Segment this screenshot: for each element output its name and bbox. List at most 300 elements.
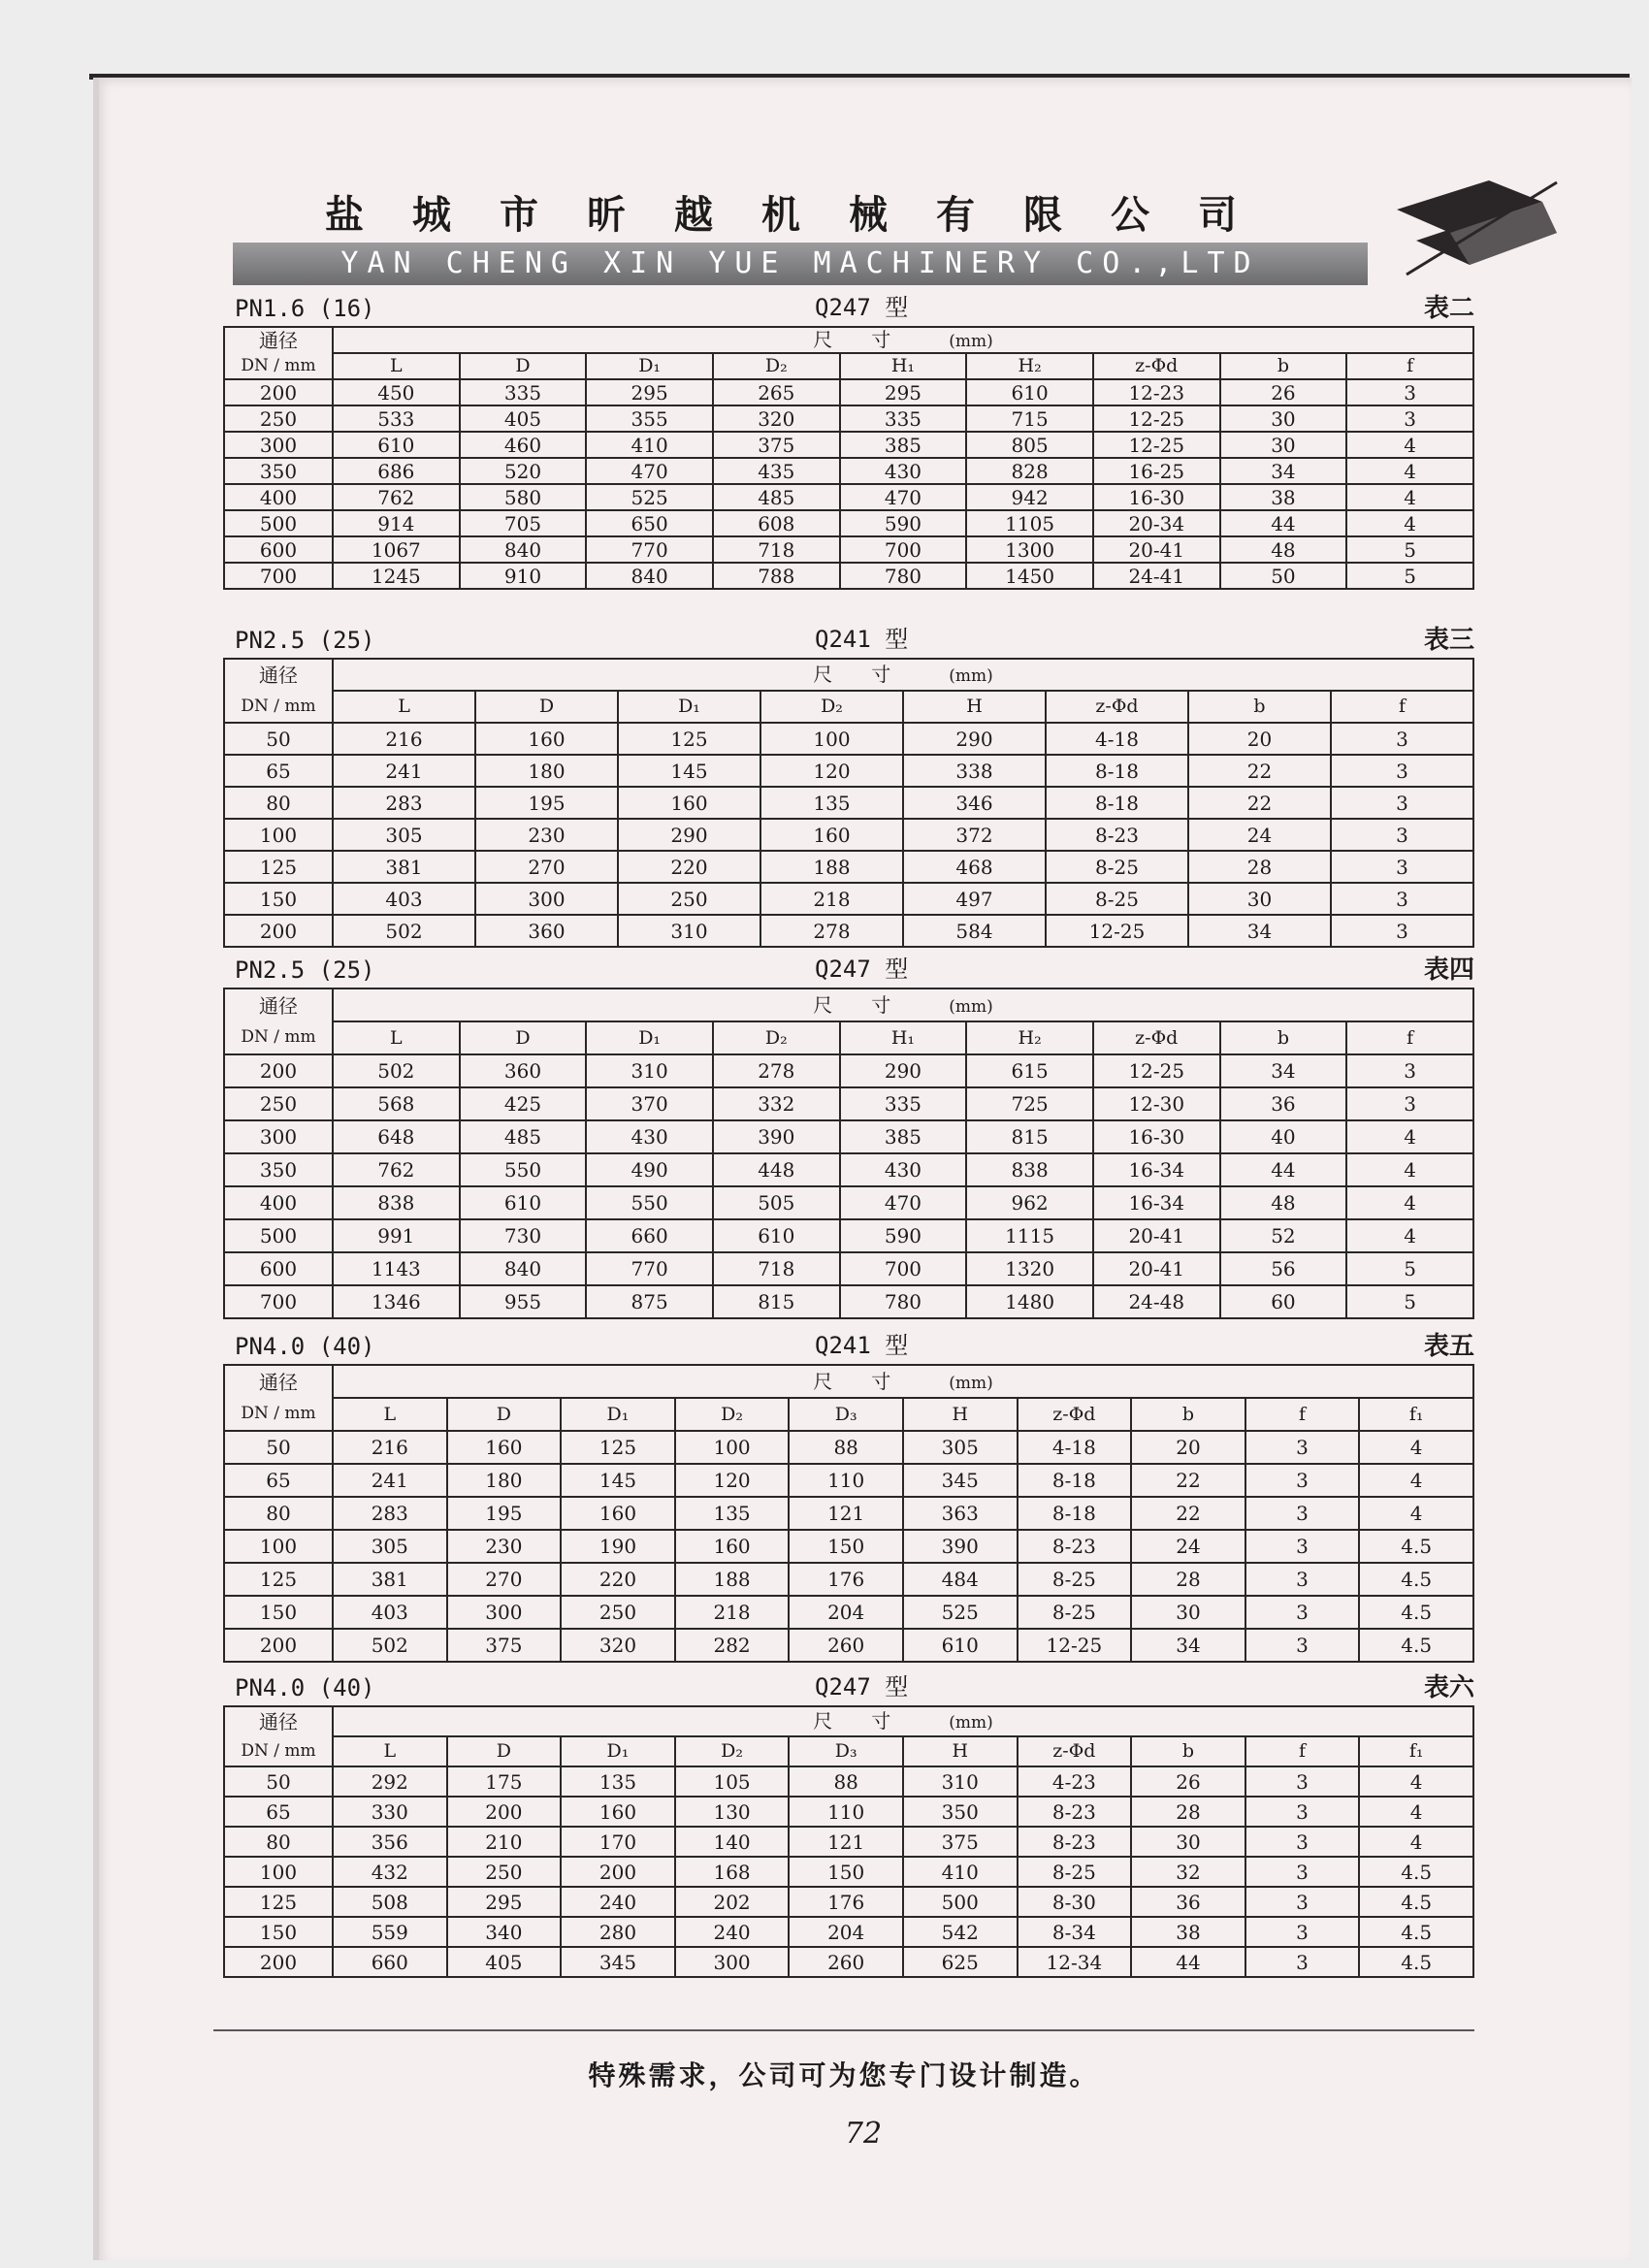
table-cell: 4 xyxy=(1346,1120,1473,1153)
table-cell: 660 xyxy=(333,1947,447,1977)
table-section-5 xyxy=(223,1325,1474,1663)
table-cell: 4.5 xyxy=(1359,1887,1473,1917)
table-cell: 914 xyxy=(333,510,460,536)
company-name-bar xyxy=(233,243,1368,285)
dn-cell: 50 xyxy=(224,723,333,755)
table-cell: 38 xyxy=(1131,1917,1245,1947)
table-cell: 188 xyxy=(675,1563,790,1596)
table-cell: 508 xyxy=(333,1887,447,1917)
dn-cell: 200 xyxy=(224,1629,333,1662)
table-row xyxy=(224,755,1473,787)
table-cell: 292 xyxy=(333,1766,447,1797)
table-header-row xyxy=(223,1667,1474,1705)
table-cell: 8-25 xyxy=(1018,1596,1132,1629)
table-cell: 278 xyxy=(713,1054,840,1087)
column-header: L xyxy=(333,1736,447,1766)
column-header: D₁ xyxy=(561,1736,675,1766)
dimension-group-header xyxy=(333,1365,1473,1398)
table-cell: 4.5 xyxy=(1359,1917,1473,1947)
table-cell: 4.5 xyxy=(1359,1629,1473,1662)
table-cell: 425 xyxy=(460,1087,587,1120)
table-cell: 100 xyxy=(760,723,903,755)
table-cell: 840 xyxy=(460,1252,587,1285)
table-cell: 345 xyxy=(903,1464,1018,1497)
table-cell: 3 xyxy=(1245,1887,1360,1917)
table-cell: 625 xyxy=(903,1947,1018,1977)
table-cell: 3 xyxy=(1245,1766,1360,1797)
table-cell: 484 xyxy=(903,1563,1018,1596)
column-header: D₂ xyxy=(713,1021,840,1054)
table-cell: 3 xyxy=(1331,723,1473,755)
table-cell: 300 xyxy=(447,1596,562,1629)
table-cell: 20-34 xyxy=(1093,510,1220,536)
column-header: H xyxy=(903,691,1046,723)
table-cell: 4 xyxy=(1346,1186,1473,1219)
column-header: f xyxy=(1346,1021,1473,1054)
column-header: D xyxy=(447,1398,562,1431)
table-cell: 180 xyxy=(447,1464,562,1497)
table-cell: 533 xyxy=(333,405,460,432)
table-cell: 8-25 xyxy=(1018,1563,1132,1596)
table-cell: 715 xyxy=(966,405,1093,432)
table-cell: 1115 xyxy=(966,1219,1093,1252)
table-cell: 502 xyxy=(333,915,475,947)
table-cell: 3 xyxy=(1245,1629,1360,1662)
table-cell: 16-30 xyxy=(1093,1120,1220,1153)
dn-cell: 80 xyxy=(224,1827,333,1857)
table-cell: 218 xyxy=(675,1596,790,1629)
table-row xyxy=(224,915,1473,947)
dimension-unit: (mm) xyxy=(949,1713,993,1733)
table-cell: 88 xyxy=(789,1431,903,1464)
spec-table xyxy=(223,1705,1474,1978)
table-cell: 3 xyxy=(1245,1497,1360,1530)
dn-cell: 500 xyxy=(224,510,333,536)
table-cell: 260 xyxy=(789,1947,903,1977)
table-cell: 310 xyxy=(618,915,760,947)
table-cell: 216 xyxy=(333,723,475,755)
table-cell: 22 xyxy=(1188,787,1331,819)
dimension-label: 尺 寸 xyxy=(813,663,891,686)
table-cell: 310 xyxy=(586,1054,713,1087)
table-cell: 218 xyxy=(760,883,903,915)
dn-cell: 80 xyxy=(224,787,333,819)
table-head-row xyxy=(224,1706,1473,1736)
table-cell: 270 xyxy=(447,1563,562,1596)
dn-cell: 700 xyxy=(224,563,333,589)
dn-cell: 125 xyxy=(224,851,333,883)
table-cell: 3 xyxy=(1331,851,1473,883)
table-cell: 1480 xyxy=(966,1285,1093,1318)
dimension-unit: (mm) xyxy=(949,1373,993,1393)
column-header: L xyxy=(333,1398,447,1431)
table-cell: 355 xyxy=(586,405,713,432)
table-cell: 615 xyxy=(966,1054,1093,1087)
table-cell: 30 xyxy=(1220,432,1347,458)
valve-model: Q241 型 xyxy=(815,626,909,653)
table-cell: 60 xyxy=(1220,1285,1347,1318)
table-cell: 160 xyxy=(561,1497,675,1530)
table-cell: 470 xyxy=(840,1186,967,1219)
dn-label: 通径 xyxy=(224,1706,333,1736)
dn-unit: DN / mm xyxy=(224,1736,333,1766)
table-header-row xyxy=(223,287,1474,326)
table-cell: 8-25 xyxy=(1018,1857,1132,1887)
table-row xyxy=(224,379,1473,405)
table-cell: 770 xyxy=(586,536,713,563)
table-cell: 230 xyxy=(447,1530,562,1563)
table-cell: 3 xyxy=(1245,1827,1360,1857)
dn-cell: 350 xyxy=(224,1153,333,1186)
table-cell: 505 xyxy=(713,1186,840,1219)
table-cell: 26 xyxy=(1131,1766,1245,1797)
table-row xyxy=(224,458,1473,484)
table-cell: 730 xyxy=(460,1219,587,1252)
table-cell: 610 xyxy=(713,1219,840,1252)
dimension-label: 尺 寸 xyxy=(813,1369,891,1393)
table-cell: 450 xyxy=(333,379,460,405)
table-cell: 170 xyxy=(561,1827,675,1857)
table-cell: 610 xyxy=(903,1629,1018,1662)
table-row xyxy=(224,1497,1473,1530)
table-cell: 962 xyxy=(966,1186,1093,1219)
table-cell: 1067 xyxy=(333,536,460,563)
table-cell: 4 xyxy=(1359,1797,1473,1827)
table-cell: 216 xyxy=(333,1431,447,1464)
table-row xyxy=(224,1947,1473,1977)
column-header: f xyxy=(1245,1398,1360,1431)
table-cell: 3 xyxy=(1245,1563,1360,1596)
dimension-label: 尺 寸 xyxy=(813,992,891,1017)
table-cell: 700 xyxy=(840,1252,967,1285)
table-cell: 435 xyxy=(713,458,840,484)
table-cell: 176 xyxy=(789,1563,903,1596)
table-section-3 xyxy=(223,619,1474,948)
table-cell: 16-34 xyxy=(1093,1153,1220,1186)
table-head-row xyxy=(224,327,1473,353)
table-head-row xyxy=(224,1365,1473,1398)
table-cell: 265 xyxy=(713,379,840,405)
dn-cell: 150 xyxy=(224,883,333,915)
column-header: D₁ xyxy=(586,353,713,379)
table-cell: 135 xyxy=(561,1766,675,1797)
table-cell: 470 xyxy=(586,458,713,484)
table-row xyxy=(224,1464,1473,1497)
dn-cell: 250 xyxy=(224,1087,333,1120)
table-number: 表六 xyxy=(1423,1673,1474,1702)
table-row xyxy=(224,1857,1473,1887)
table-cell: 204 xyxy=(789,1596,903,1629)
column-header: f₁ xyxy=(1359,1736,1473,1766)
table-cell: 405 xyxy=(447,1947,562,1977)
table-cell: 590 xyxy=(840,510,967,536)
table-cell: 500 xyxy=(903,1887,1018,1917)
table-cell: 30 xyxy=(1188,883,1331,915)
table-cell: 283 xyxy=(333,1497,447,1530)
table-cell: 460 xyxy=(460,432,587,458)
column-header: b xyxy=(1220,1021,1347,1054)
table-cell: 300 xyxy=(475,883,618,915)
table-cell: 430 xyxy=(586,1120,713,1153)
table-cell: 135 xyxy=(675,1497,790,1530)
spec-table xyxy=(223,988,1474,1319)
table-cell: 8-18 xyxy=(1046,755,1188,787)
dimension-group-header xyxy=(333,659,1473,691)
table-cell: 330 xyxy=(333,1797,447,1827)
table-cell: 360 xyxy=(475,915,618,947)
table-cell: 4.5 xyxy=(1359,1563,1473,1596)
table-cell: 1450 xyxy=(966,563,1093,589)
table-cell: 195 xyxy=(447,1497,562,1530)
table-cell: 3 xyxy=(1331,915,1473,947)
table-cell: 4-18 xyxy=(1046,723,1188,755)
table-cell: 12-34 xyxy=(1018,1947,1132,1977)
table-cell: 278 xyxy=(760,915,903,947)
table-cell: 375 xyxy=(447,1629,562,1662)
dn-cell: 125 xyxy=(224,1887,333,1917)
table-section-2 xyxy=(223,287,1474,590)
table-cell: 12-25 xyxy=(1046,915,1188,947)
table-cell: 335 xyxy=(460,379,587,405)
table-cell: 295 xyxy=(586,379,713,405)
table-cell: 840 xyxy=(460,536,587,563)
table-cell: 4 xyxy=(1346,458,1473,484)
table-cell: 828 xyxy=(966,458,1093,484)
table-row xyxy=(224,563,1473,589)
valve-model: Q247 型 xyxy=(815,294,909,321)
column-header: H₂ xyxy=(966,353,1093,379)
table-cell: 34 xyxy=(1220,1054,1347,1087)
table-row xyxy=(224,1219,1473,1252)
dn-cell: 200 xyxy=(224,1054,333,1087)
table-row xyxy=(224,1887,1473,1917)
table-cell: 204 xyxy=(789,1917,903,1947)
table-cell: 150 xyxy=(789,1857,903,1887)
table-cell: 5 xyxy=(1346,563,1473,589)
table-cell: 283 xyxy=(333,787,475,819)
dn-label: 通径 xyxy=(224,659,333,691)
table-cell: 405 xyxy=(460,405,587,432)
column-header: z-Φd xyxy=(1018,1398,1132,1431)
table-row xyxy=(224,1153,1473,1186)
table-cell: 497 xyxy=(903,883,1046,915)
column-header: L xyxy=(333,691,475,723)
table-cell: 160 xyxy=(475,723,618,755)
dimension-unit: (mm) xyxy=(949,332,993,351)
table-cell: 346 xyxy=(903,787,1046,819)
table-row xyxy=(224,1252,1473,1285)
table-cell: 250 xyxy=(561,1596,675,1629)
column-header: f₁ xyxy=(1359,1398,1473,1431)
table-cell: 88 xyxy=(789,1766,903,1797)
dn-label: 通径 xyxy=(224,1365,333,1398)
table-cell: 44 xyxy=(1220,1153,1347,1186)
table-cell: 295 xyxy=(840,379,967,405)
column-header: L xyxy=(333,1021,460,1054)
table-cell: 5 xyxy=(1346,536,1473,563)
table-cell: 241 xyxy=(333,755,475,787)
table-cell: 24 xyxy=(1131,1530,1245,1563)
table-cell: 121 xyxy=(789,1827,903,1857)
table-column-row xyxy=(224,1021,1473,1054)
table-cell: 338 xyxy=(903,755,1046,787)
dimension-group-header xyxy=(333,1706,1473,1736)
dimension-group-header xyxy=(333,988,1473,1021)
table-number: 表二 xyxy=(1423,294,1474,323)
dn-cell: 300 xyxy=(224,1120,333,1153)
table-cell: 22 xyxy=(1188,755,1331,787)
table-cell: 20-41 xyxy=(1093,536,1220,563)
footer-divider xyxy=(213,2029,1474,2031)
dn-cell: 150 xyxy=(224,1917,333,1947)
table-cell: 1105 xyxy=(966,510,1093,536)
table-cell: 4 xyxy=(1359,1431,1473,1464)
table-cell: 160 xyxy=(447,1431,562,1464)
table-cell: 430 xyxy=(840,1153,967,1186)
table-cell: 24-41 xyxy=(1093,563,1220,589)
table-cell: 356 xyxy=(333,1827,447,1857)
table-cell: 525 xyxy=(903,1596,1018,1629)
table-cell: 4.5 xyxy=(1359,1530,1473,1563)
table-header-row xyxy=(223,619,1474,658)
table-row xyxy=(224,1563,1473,1596)
table-cell: 610 xyxy=(333,432,460,458)
table-cell: 135 xyxy=(760,787,903,819)
dn-cell: 150 xyxy=(224,1596,333,1629)
table-row xyxy=(224,819,1473,851)
table-cell: 290 xyxy=(840,1054,967,1087)
table-cell: 345 xyxy=(561,1947,675,1977)
column-header: D₂ xyxy=(713,353,840,379)
pressure-rating: PN2.5 (25) xyxy=(235,627,375,654)
table-cell: 350 xyxy=(903,1797,1018,1827)
table-cell: 390 xyxy=(713,1120,840,1153)
table-cell: 335 xyxy=(840,1087,967,1120)
table-cell: 815 xyxy=(713,1285,840,1318)
table-section-6 xyxy=(223,1667,1474,1978)
table-cell: 360 xyxy=(460,1054,587,1087)
table-cell: 48 xyxy=(1220,1186,1347,1219)
dn-cell: 100 xyxy=(224,819,333,851)
table-cell: 24 xyxy=(1188,819,1331,851)
table-cell: 608 xyxy=(713,510,840,536)
table-cell: 295 xyxy=(447,1887,562,1917)
table-cell: 4.5 xyxy=(1359,1947,1473,1977)
table-head-row xyxy=(224,988,1473,1021)
column-header: D xyxy=(447,1736,562,1766)
table-row xyxy=(224,1797,1473,1827)
spec-table xyxy=(223,658,1474,948)
table-cell: 305 xyxy=(903,1431,1018,1464)
table-column-row xyxy=(224,353,1473,379)
dn-cell: 200 xyxy=(224,1947,333,1977)
table-row xyxy=(224,787,1473,819)
table-cell: 1143 xyxy=(333,1252,460,1285)
dn-cell: 65 xyxy=(224,1464,333,1497)
table-cell: 202 xyxy=(675,1887,790,1917)
table-cell: 875 xyxy=(586,1285,713,1318)
table-cell: 16-25 xyxy=(1093,458,1220,484)
column-header: H xyxy=(903,1398,1018,1431)
dn-cell: 50 xyxy=(224,1431,333,1464)
column-header: D₂ xyxy=(675,1736,790,1766)
table-cell: 403 xyxy=(333,883,475,915)
dn-cell: 200 xyxy=(224,915,333,947)
column-header: D₂ xyxy=(760,691,903,723)
table-cell: 52 xyxy=(1220,1219,1347,1252)
table-cell: 372 xyxy=(903,819,1046,851)
table-number: 表四 xyxy=(1423,956,1474,985)
table-cell: 4 xyxy=(1346,1153,1473,1186)
table-cell: 50 xyxy=(1220,563,1347,589)
table-cell: 28 xyxy=(1188,851,1331,883)
table-cell: 290 xyxy=(903,723,1046,755)
table-cell: 140 xyxy=(675,1827,790,1857)
table-cell: 448 xyxy=(713,1153,840,1186)
table-cell: 4.5 xyxy=(1359,1857,1473,1887)
table-cell: 3 xyxy=(1245,1857,1360,1887)
table-cell: 241 xyxy=(333,1464,447,1497)
table-cell: 363 xyxy=(903,1497,1018,1530)
table-row xyxy=(224,1629,1473,1662)
table-cell: 470 xyxy=(840,484,967,510)
table-cell: 260 xyxy=(789,1629,903,1662)
table-row xyxy=(224,1186,1473,1219)
column-header: D₂ xyxy=(675,1398,790,1431)
table-cell: 568 xyxy=(333,1087,460,1120)
table-cell: 432 xyxy=(333,1857,447,1887)
table-cell: 550 xyxy=(460,1153,587,1186)
table-cell: 1320 xyxy=(966,1252,1093,1285)
table-cell: 4.5 xyxy=(1359,1596,1473,1629)
dimension-unit: (mm) xyxy=(949,666,993,686)
dn-label: 通径 xyxy=(224,327,333,353)
table-cell: 610 xyxy=(966,379,1093,405)
table-cell: 16-34 xyxy=(1093,1186,1220,1219)
table-cell: 3 xyxy=(1331,755,1473,787)
spec-table xyxy=(223,1364,1474,1663)
table-cell: 12-25 xyxy=(1018,1629,1132,1662)
table-cell: 38 xyxy=(1220,484,1347,510)
table-column-row xyxy=(224,1398,1473,1431)
table-cell: 22 xyxy=(1131,1464,1245,1497)
table-row xyxy=(224,1530,1473,1563)
table-cell: 840 xyxy=(586,563,713,589)
table-cell: 5 xyxy=(1346,1285,1473,1318)
table-cell: 4 xyxy=(1346,1219,1473,1252)
table-cell: 188 xyxy=(760,851,903,883)
table-cell: 176 xyxy=(789,1887,903,1917)
table-cell: 320 xyxy=(713,405,840,432)
table-cell: 310 xyxy=(903,1766,1018,1797)
table-cell: 3 xyxy=(1346,379,1473,405)
dn-cell: 300 xyxy=(224,432,333,458)
table-cell: 175 xyxy=(447,1766,562,1797)
dn-cell: 65 xyxy=(224,755,333,787)
table-cell: 559 xyxy=(333,1917,447,1947)
table-row xyxy=(224,1120,1473,1153)
table-cell: 805 xyxy=(966,432,1093,458)
table-cell: 30 xyxy=(1131,1827,1245,1857)
valve-model: Q247 型 xyxy=(815,1673,909,1701)
pressure-rating: PN2.5 (25) xyxy=(235,956,375,984)
table-cell: 8-23 xyxy=(1046,819,1188,851)
table-cell: 485 xyxy=(713,484,840,510)
table-cell: 1245 xyxy=(333,563,460,589)
dn-cell: 700 xyxy=(224,1285,333,1318)
table-cell: 780 xyxy=(840,1285,967,1318)
column-header: D xyxy=(475,691,618,723)
